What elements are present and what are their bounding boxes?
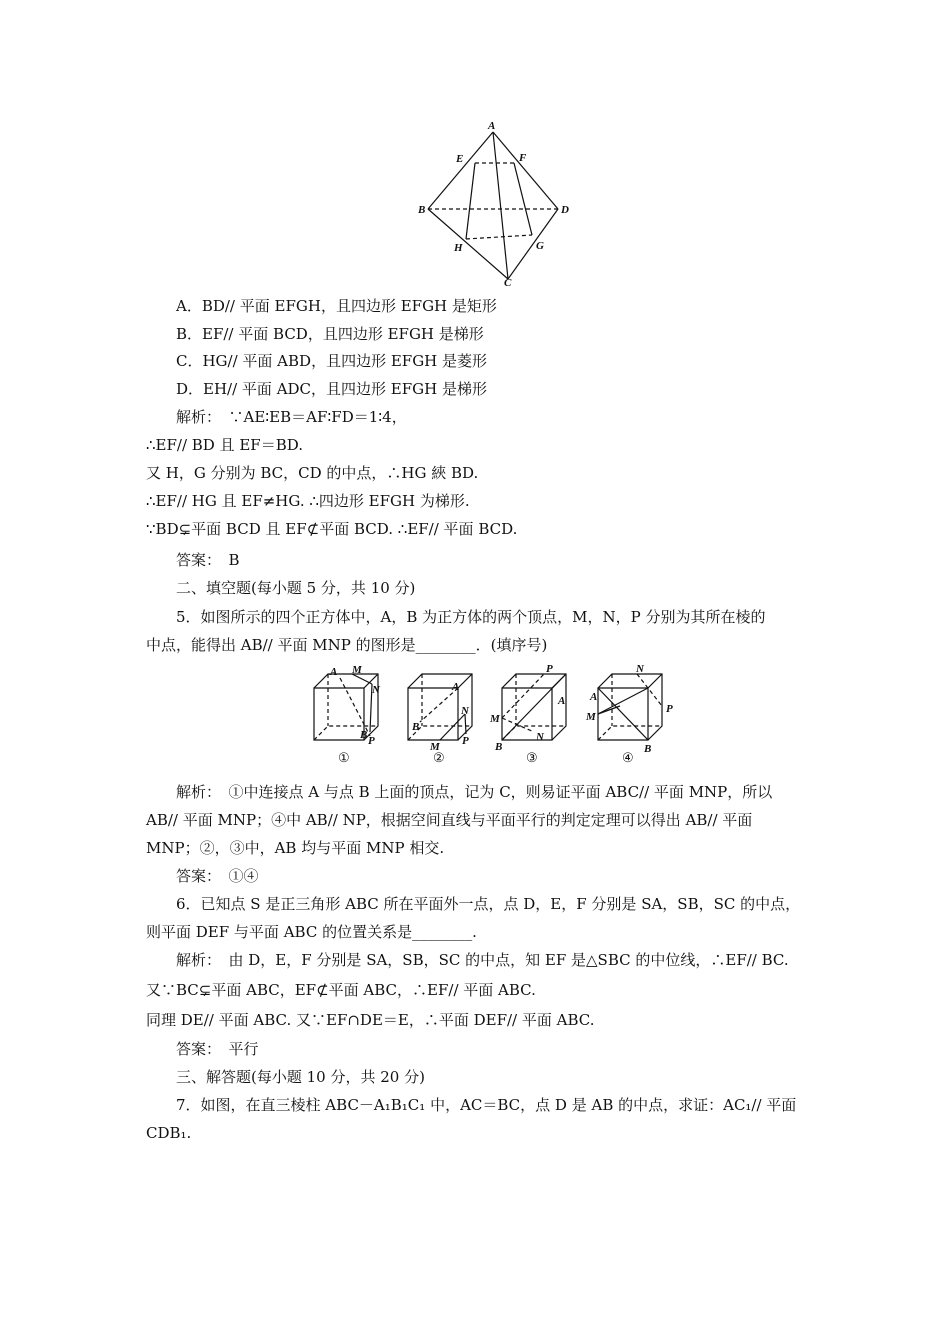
label-B: B bbox=[418, 204, 426, 216]
svg-text:N: N bbox=[636, 663, 644, 675]
svg-text:P: P bbox=[462, 735, 469, 747]
q6-text: 则平面 DEF 与平面 ABC 的位置关系是________. bbox=[146, 923, 477, 941]
label-G: G bbox=[536, 240, 544, 252]
svg-text:A: A bbox=[590, 691, 598, 703]
label-D: D bbox=[561, 204, 569, 216]
svg-text:B: B bbox=[360, 729, 368, 741]
option-b: B．EF// 平面 BCD，且四边形 EFGH 是梯形 bbox=[176, 325, 484, 343]
q5-answer: 答案： ①④ bbox=[176, 867, 259, 885]
svg-text:B: B bbox=[495, 741, 503, 753]
label-E: E bbox=[456, 153, 464, 165]
cubes-figure bbox=[300, 662, 680, 768]
svg-text:M: M bbox=[352, 664, 362, 676]
q5-text: 5．如图所示的四个正方体中，A，B 为正方体的两个顶点，M，N，P 分别为其所在棱的 bbox=[176, 608, 766, 626]
q6-answer: 答案： 平行 bbox=[176, 1040, 259, 1058]
svg-text:A: A bbox=[330, 666, 338, 678]
cube-1 bbox=[314, 664, 381, 765]
svg-text:N: N bbox=[536, 731, 544, 743]
svg-text:A: A bbox=[558, 695, 566, 707]
q4-solution-line: ∴EF// HG 且 EF≠HG. ∴四边形 EFGH 为梯形. bbox=[146, 492, 470, 510]
cube-4 bbox=[585, 663, 673, 765]
option-d: D．EH// 平面 ADC，且四边形 EFGH 是梯形 bbox=[176, 380, 487, 398]
q4-solution-line: ∴EF// BD 且 EF＝BD. bbox=[146, 436, 304, 454]
svg-text:B: B bbox=[644, 743, 652, 755]
q5-solution-line: 解析： ①中连接点 A 与点 B 上面的顶点，记为 C，则易证平面 ABC// 平面 MNP，所以 bbox=[176, 783, 773, 801]
q6-solution-line: 解析： 由 D，E，F 分别是 SA，SB，SC 的中点，知 EF 是△SBC 的中位线，∴EF// BC. bbox=[176, 951, 789, 969]
label-H: H bbox=[454, 242, 463, 254]
q6-text: 6．已知点 S 是正三角形 ABC 所在平面外一点，点 D，E，F 分别是 SA，SB，SC 的中点， bbox=[176, 895, 801, 913]
svg-text:P: P bbox=[368, 735, 375, 747]
label-A: A bbox=[488, 120, 496, 132]
svg-text:A: A bbox=[452, 681, 460, 693]
q4-solution-line: ∵BD⊊平面 BCD 且 EF⊄平面 BCD. ∴EF// 平面 BCD. bbox=[146, 520, 518, 538]
q4-answer: 答案： B bbox=[176, 551, 240, 569]
q7-text: CDB₁. bbox=[146, 1124, 192, 1142]
svg-text:N: N bbox=[372, 684, 380, 696]
q4-solution-line: 解析： ∵AE∶EB＝AF∶FD＝1∶4， bbox=[176, 408, 407, 426]
cube-caption-1: ① bbox=[338, 750, 350, 765]
q5-solution-line: AB// 平面 MNP；④中 AB// NP，根据空间直线与平面平行的判定定理可以得出 AB// 平面 bbox=[146, 811, 753, 829]
svg-text:M: M bbox=[490, 713, 500, 725]
q6-solution-line: 又∵BC⊊平面 ABC，EF⊄平面 ABC，∴EF// 平面 ABC. bbox=[146, 981, 536, 999]
cube-caption-3: ③ bbox=[526, 750, 538, 765]
option-a: A．BD// 平面 EFGH，且四边形 EFGH 是矩形 bbox=[176, 297, 497, 315]
svg-text:M: M bbox=[586, 711, 596, 723]
svg-text:M: M bbox=[430, 741, 440, 753]
option-c: C．HG// 平面 ABD，且四边形 EFGH 是菱形 bbox=[176, 352, 488, 370]
svg-text:B: B bbox=[412, 721, 420, 733]
svg-text:N: N bbox=[461, 705, 469, 717]
cube-3 bbox=[489, 663, 566, 765]
q5-solution-line: MNP；②，③中，AB 均与平面 MNP 相交. bbox=[146, 839, 445, 857]
tetrahedron-figure bbox=[410, 118, 580, 290]
q4-solution-line: 又 H，G 分别为 BC，CD 的中点，∴HG 綊 BD. bbox=[146, 464, 479, 482]
cube-caption-4: ④ bbox=[622, 750, 634, 765]
svg-text:P: P bbox=[666, 703, 673, 715]
label-C: C bbox=[504, 277, 512, 289]
cube-caption-2: ② bbox=[433, 750, 445, 765]
label-F: F bbox=[519, 152, 527, 164]
section-heading: 三、解答题(每小题 10 分，共 20 分) bbox=[176, 1068, 425, 1086]
svg-text:P: P bbox=[546, 663, 553, 675]
q7-text: 7．如图，在直三棱柱 ABC－A₁B₁C₁ 中，AC＝BC，点 D 是 AB 的中点，求证：AC₁// 平面 bbox=[176, 1096, 797, 1114]
q6-solution-line: 同理 DE// 平面 ABC. 又∵EF∩DE＝E，∴平面 DEF// 平面 ABC. bbox=[146, 1011, 595, 1029]
q5-text: 中点，能得出 AB// 平面 MNP 的图形是________．(填序号) bbox=[146, 636, 548, 654]
section-heading: 二、填空题(每小题 5 分，共 10 分) bbox=[176, 579, 416, 597]
cube-2 bbox=[408, 674, 472, 765]
